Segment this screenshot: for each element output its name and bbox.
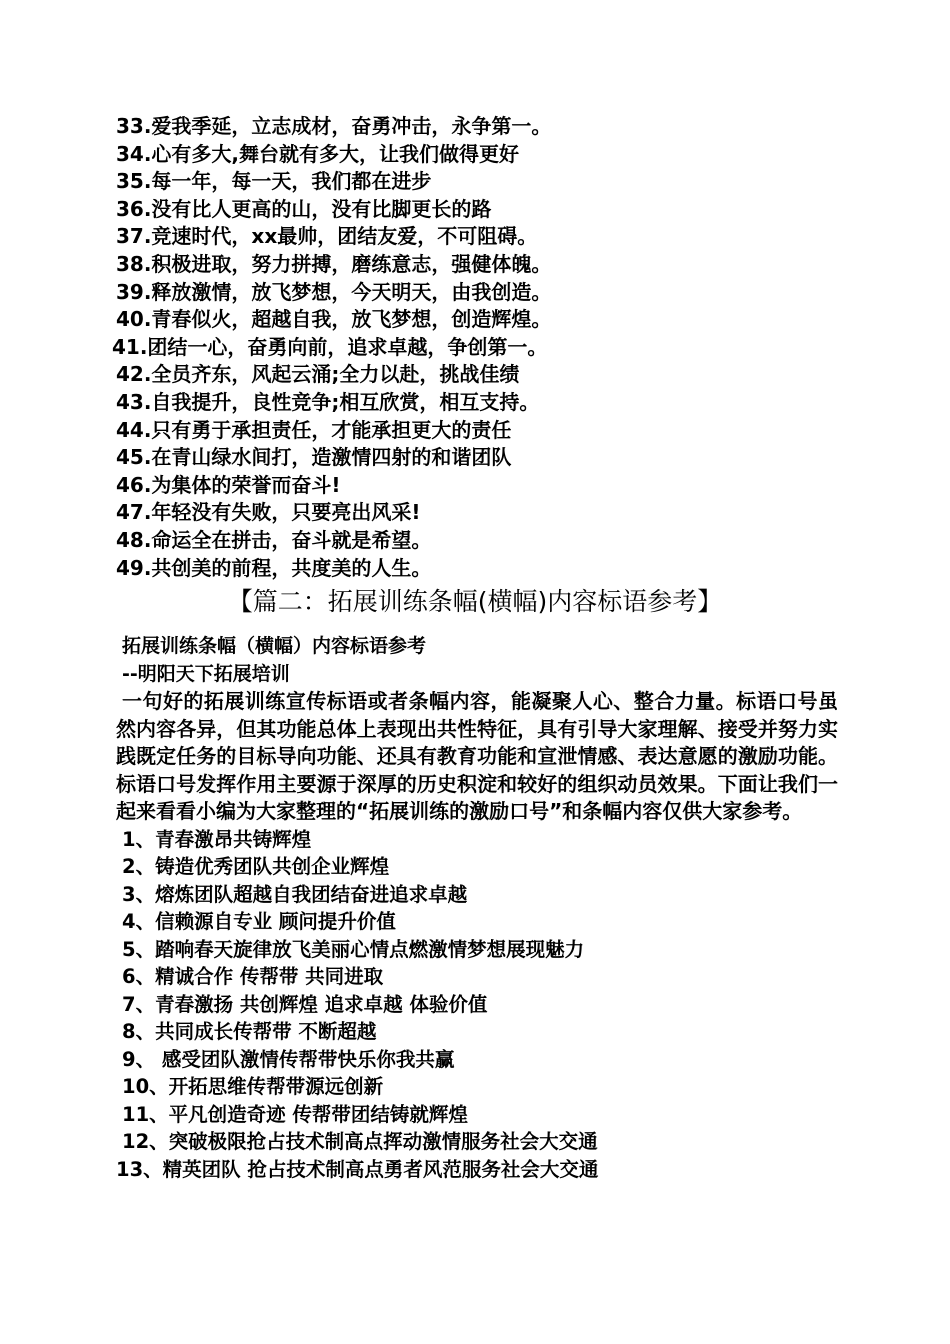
slogan-item: 33.爱我季延，立志成材，奋勇冲击，永争第一。 <box>116 114 552 138</box>
list-item: 1、青春激昂共铸辉煌 <box>122 827 312 851</box>
slogan-item: 37.竞速时代，xx最帅，团结友爱，不可阻碍。 <box>116 224 538 249</box>
article-source: --明阳天下拓展培训 <box>122 662 290 685</box>
list-item: 9、 感受团队激情传帮带快乐你我共赢 <box>122 1047 455 1071</box>
slogan-item: 36.没有比人更高的山，没有比脚更长的路 <box>116 196 492 221</box>
list-item: 13、精英团队 抢占技术制高点勇者风范服务社会大交通 <box>116 1157 599 1181</box>
slogan-item: 43.自我提升，良性竞争;相互欣赏，相互支持。 <box>116 389 540 414</box>
article-intro: 一句好的拓展训练宣传标语或者条幅内容，能凝聚人心、整合力量。标语口号虽然内容各异，但其功能总体上表现出共性特征，具有引导大家理解、接受并努力实践既定任务的目标导向功能、还具有教育功能和宣泄情感、表达意愿的激励功能。标语口号发挥作用主要源于深厚的历史积淀和较好的组织动员效果。下面让我们一起来看看小编为大家整理的“拓展训练的激励口号”和条幅内容仅供大家参考。 <box>116 689 838 823</box>
list-item: 11、平凡创造奇迹 传帮带团结铸就辉煌 <box>122 1102 468 1126</box>
list-item: 2、铸造优秀团队共创企业辉煌 <box>122 855 390 878</box>
list-item: 6、精诚合作 传帮带 共同进取 <box>122 965 384 988</box>
slogan-item: 48.命运全在拼击，奋斗就是希望。 <box>116 527 432 552</box>
list-item: 3、熔炼团队超越自我团结奋进追求卓越 <box>122 882 468 906</box>
slogan-item: 44.只有勇于承担责任，才能承担更大的责任 <box>116 417 512 442</box>
list-item: 7、青春激扬 共创辉煌 追求卓越 体验价值 <box>122 992 488 1016</box>
slogan-item: 47.年轻没有失败，只要亮出风采! <box>116 500 421 525</box>
slogan-item: 46.为集体的荣誉而奋斗! <box>116 472 341 497</box>
slogan-list <box>112 113 836 582</box>
slogan-item: 45.在青山绿水间打，造激情四射的和谐团队 <box>116 445 512 470</box>
slogan-item: 39.释放激情，放飞梦想，今天明天，由我创造。 <box>116 279 552 304</box>
slogan-item: 49.共创美的前程，共度美的人生。 <box>116 555 432 580</box>
list-item: 10、开拓思维传帮带源远创新 <box>122 1075 384 1098</box>
article-title: 拓展训练条幅（横幅）内容标语参考 <box>122 635 427 657</box>
section-heading: 【篇二：拓展训练条幅(横幅)内容标语参考】 <box>227 587 723 616</box>
slogan-item: 35.每一年，每一天，我们都在进步 <box>116 169 432 194</box>
slogan-item: 42.全员齐东，风起云涌;全力以赴，挑战佳绩 <box>116 362 520 387</box>
slogan-item: 40.青春似火，超越自我，放飞梦想，创造辉煌。 <box>116 307 552 332</box>
article-body <box>116 633 838 1183</box>
slogan-item: 38.积极进取，努力拼搏，磨练意志，强健体魄。 <box>116 251 552 276</box>
list-item: 8、共同成长传帮带 不断超越 <box>122 1020 377 1043</box>
list-item: 4、信赖源自专业 顾问提升价值 <box>122 910 396 933</box>
slogan-item: 41.团结一心，奋勇向前，追求卓越，争创第一。 <box>112 334 548 359</box>
slogan-numbered-list <box>116 826 838 1184</box>
list-item: 5、踏响春天旋律放飞美丽心情点燃激情梦想展现魅力 <box>122 937 585 961</box>
list-item: 12、突破极限抢占技术制高点挥动激情服务社会大交通 <box>122 1130 598 1153</box>
slogan-item: 34.心有多大,舞台就有多大，让我们做得更好 <box>116 141 520 166</box>
